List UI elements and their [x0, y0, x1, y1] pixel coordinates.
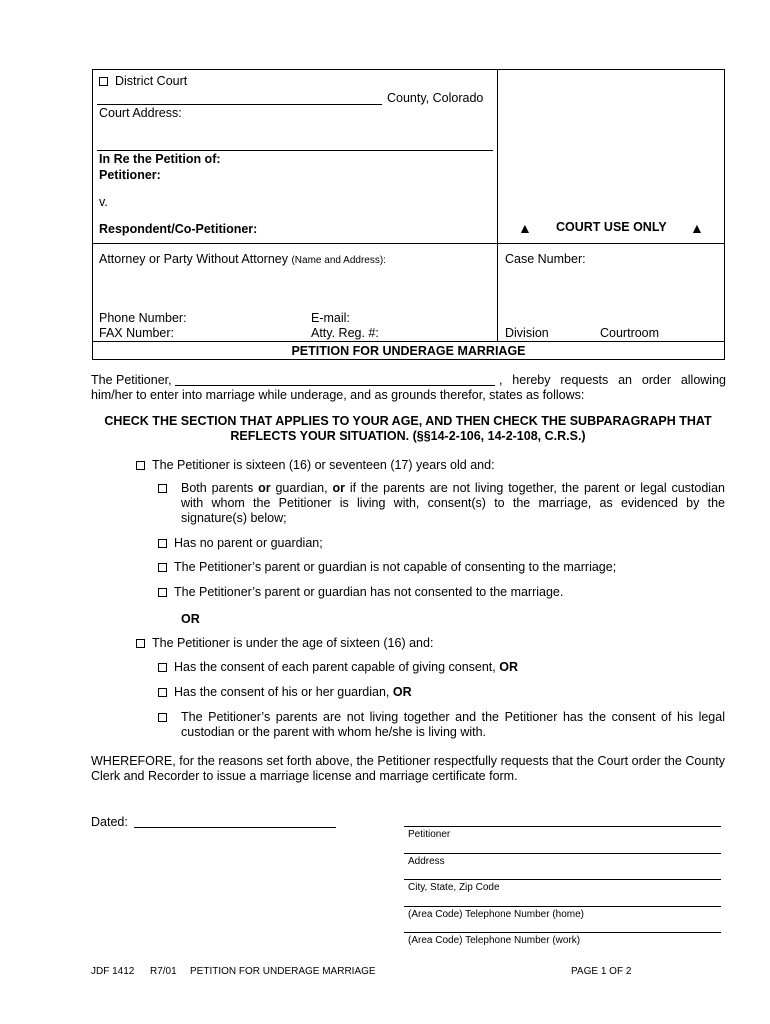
- dated-label: Dated:: [91, 815, 128, 829]
- option-legal-custodian: The Petitioner’s parents are not living together and the Petitioner has the consent of his legal custodian or the parent with whom he/she is living with.: [181, 710, 725, 739]
- intro-suffix: , hereby requests an order allowing: [499, 373, 726, 387]
- checkbox-icon[interactable]: [158, 563, 167, 572]
- petitioner-name-blank[interactable]: [175, 385, 495, 386]
- caption-border: [92, 69, 725, 360]
- division-label: Division: [505, 326, 549, 340]
- district-court-option[interactable]: District Court: [99, 74, 187, 88]
- case-number-label: Case Number:: [505, 252, 586, 266]
- footer-title: PETITION FOR UNDERAGE MARRIAGE: [190, 966, 376, 977]
- checkbox-icon[interactable]: [158, 663, 167, 672]
- court-use-only: COURT USE ONLY: [556, 220, 667, 234]
- section-16-17[interactable]: The Petitioner is sixteen (16) or seventeen (17) years old and:: [136, 458, 495, 472]
- checkbox-icon[interactable]: [158, 539, 167, 548]
- section-under-16[interactable]: The Petitioner is under the age of sixteen (16) and:: [136, 636, 433, 650]
- option-not-consented[interactable]: The Petitioner’s parent or guardian has not consented to the marriage.: [158, 585, 563, 599]
- checkbox-icon[interactable]: [99, 77, 108, 86]
- checkbox-icon[interactable]: [158, 481, 174, 495]
- checkbox-icon[interactable]: [158, 588, 167, 597]
- work-phone-label: (Area Code) Telephone Number (work): [408, 935, 581, 946]
- arrow-up-icon: ▲: [518, 220, 532, 236]
- intro-prefix: The Petitioner,: [91, 373, 172, 387]
- attorney-label: Attorney or Party Without Attorney (Name and Address):: [99, 252, 386, 266]
- option-both-parents: Both parents or guardian, or if the parents are not living together, the parent or legal custodian with whom the Petitioner is living with, consent(s) to the marriage, as evidenced by the signature(s) below;: [181, 481, 725, 525]
- arrow-up-icon: ▲: [690, 220, 704, 236]
- atty-reg-label: Atty. Reg. #:: [311, 326, 379, 340]
- or-separator: OR: [181, 612, 200, 626]
- home-phone-label: (Area Code) Telephone Number (home): [408, 909, 585, 920]
- in-re-label: In Re the Petition of:: [99, 152, 221, 166]
- work-phone-line[interactable]: [404, 932, 721, 933]
- court-address-label: Court Address:: [99, 106, 182, 120]
- checkbox-icon[interactable]: [136, 639, 145, 648]
- fax-label: FAX Number:: [99, 326, 175, 340]
- respondent-label: Respondent/Co-Petitioner:: [99, 222, 258, 236]
- form-title: PETITION FOR UNDERAGE MARRIAGE: [291, 344, 526, 358]
- intro-line-2: him/her to enter into marriage while underage, and as grounds therefor, states as follows:: [91, 388, 585, 402]
- caption-row-line: [92, 243, 725, 244]
- footer-page-number: PAGE 1 OF 2: [571, 966, 632, 977]
- city-line[interactable]: [404, 879, 721, 880]
- city-label: City, State, Zip Code: [408, 882, 500, 893]
- phone-label: Phone Number:: [99, 311, 187, 325]
- caption-title-line: [92, 341, 725, 342]
- petitioner-label: Petitioner:: [99, 168, 161, 182]
- dated-blank[interactable]: [134, 827, 336, 828]
- checkbox-icon[interactable]: [158, 710, 174, 724]
- wherefore-paragraph: WHEREFORE, for the reasons set forth above, the Petitioner respectfully requests that the Court order the County Clerk and Recorder to issue a marriage license and marriage certificate form.: [91, 754, 725, 783]
- county-suffix: County, Colorado: [387, 91, 484, 105]
- email-label: E-mail:: [311, 311, 350, 325]
- footer-revision: R7/01: [150, 966, 177, 977]
- court-address-blank[interactable]: [97, 150, 493, 151]
- petitioner-signature-line[interactable]: [404, 826, 721, 827]
- option-guardian[interactable]: Has the consent of his or her guardian, OR: [158, 685, 412, 699]
- checkbox-icon[interactable]: [158, 688, 167, 697]
- address-label: Address: [408, 856, 445, 867]
- caption-divider: [497, 69, 498, 342]
- petitioner-signature-label: Petitioner: [408, 829, 451, 840]
- option-not-capable[interactable]: The Petitioner’s parent or guardian is not capable of consenting to the marriage;: [158, 560, 616, 574]
- footer-form-number: JDF 1412: [91, 966, 135, 977]
- county-blank[interactable]: [97, 104, 382, 105]
- checkbox-icon[interactable]: [136, 461, 145, 470]
- option-no-parent[interactable]: Has no parent or guardian;: [158, 536, 323, 550]
- home-phone-line[interactable]: [404, 906, 721, 907]
- address-line[interactable]: [404, 853, 721, 854]
- versus-label: v.: [99, 195, 108, 209]
- instruction: CHECK THE SECTION THAT APPLIES TO YOUR AGE, AND THEN CHECK THE SUBPARAGRAPH THAT REFLECTS YOUR SITUATION. (§§14-2-106, 14-2-108, C.R.S.): [104, 414, 712, 443]
- courtroom-label: Courtroom: [600, 326, 660, 340]
- option-each-parent[interactable]: Has the consent of each parent capable of giving consent, OR: [158, 660, 518, 674]
